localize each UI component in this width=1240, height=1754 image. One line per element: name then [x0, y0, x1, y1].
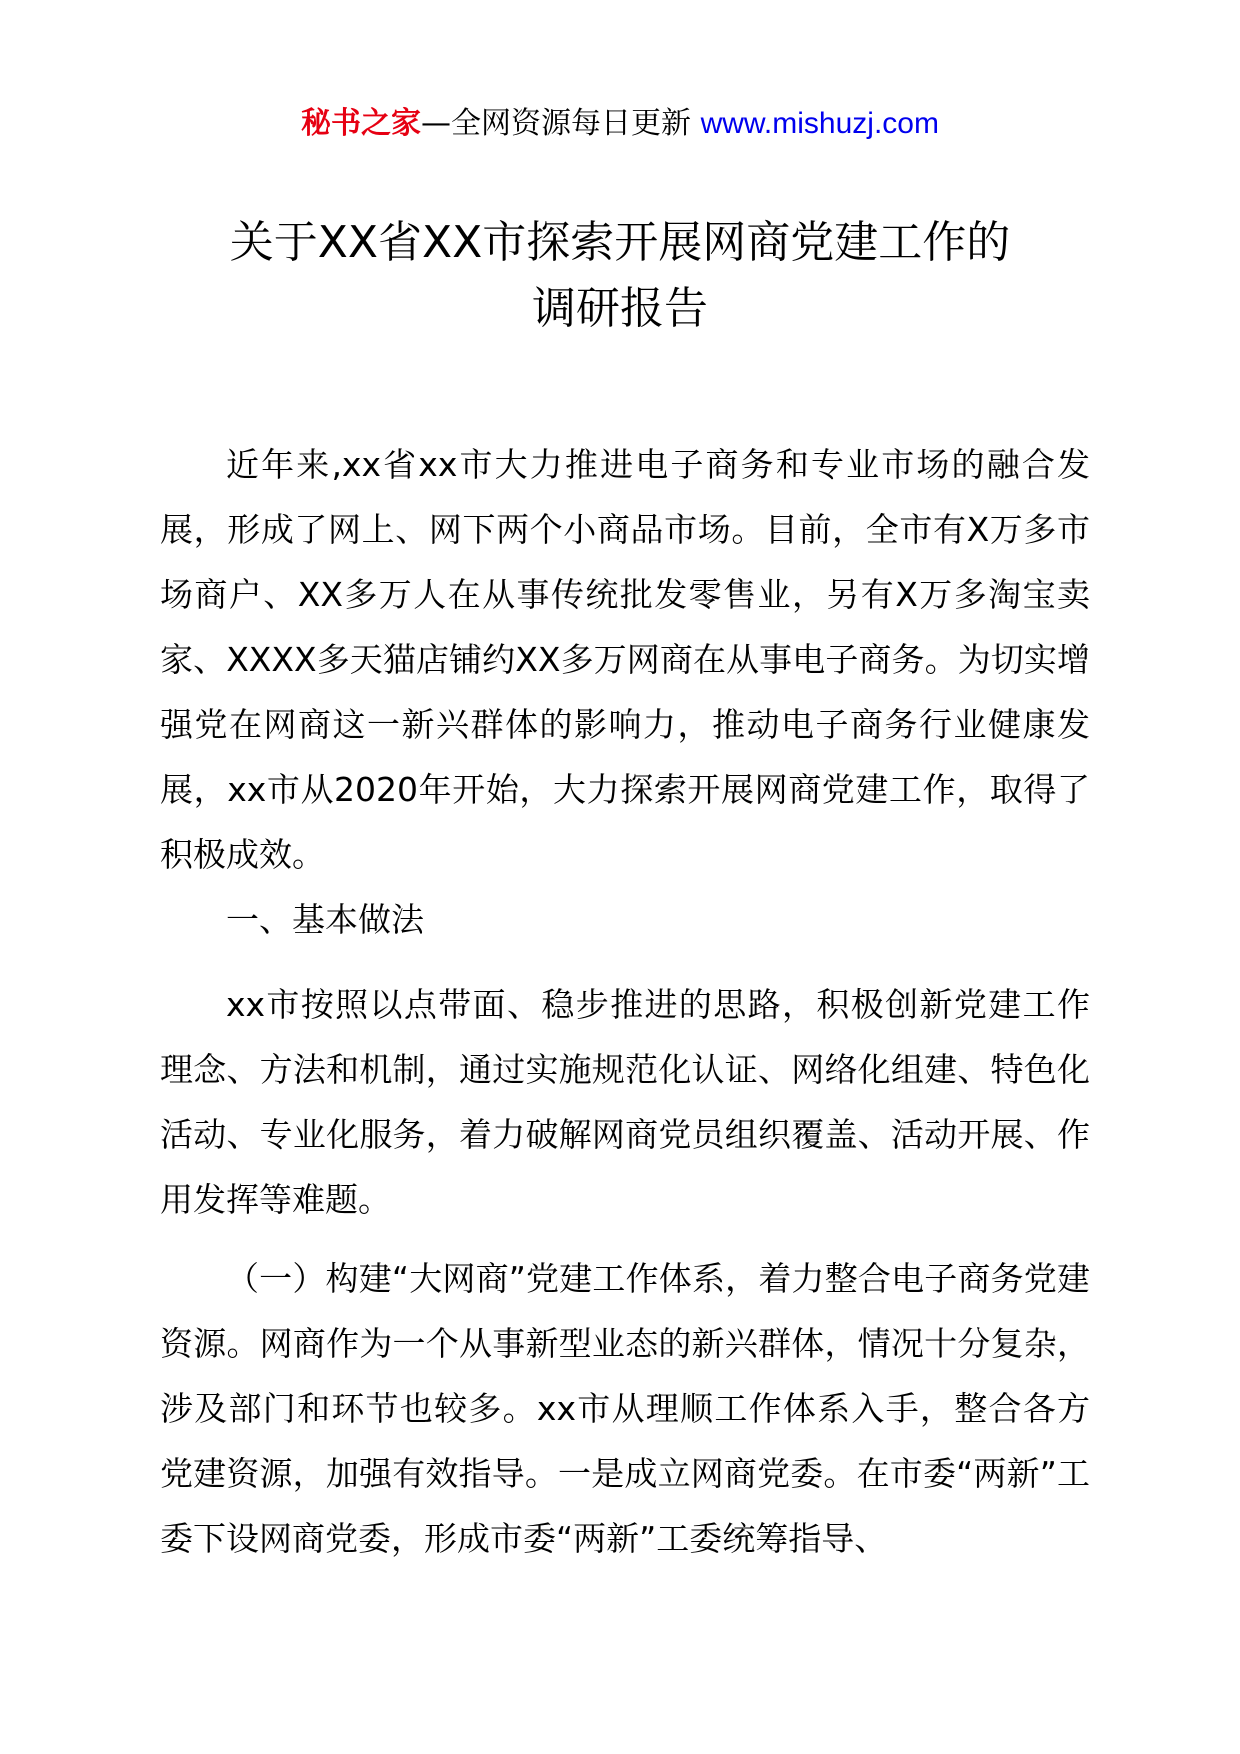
section-heading: 一、基本做法: [226, 900, 424, 939]
header-tagline: —全网资源每日更新: [421, 106, 692, 141]
approach-paragraph: xx市按照以点带面、稳步推进的思路，积极创新党建工作理念、方法和机制，通过实施规范化认证、网络化组建、特色化活动、专业化服务，着力破解网商党员组织覆盖、活动开展、作用发挥等难题。: [160, 985, 1090, 1219]
document-title: [150, 210, 1090, 342]
site-header-banner: [0, 104, 1240, 144]
brand-name: 秘书之家: [301, 106, 422, 141]
document-body: [160, 432, 1090, 1571]
title-line-2: 调研报告: [532, 283, 708, 334]
title-line-1: 关于XX省XX市探索开展网商党建工作的: [229, 217, 1011, 268]
intro-paragraph: 近年来,xx省xx市大力推进电子商务和专业市场的融合发展，形成了网上、网下两个小商品市场。目前，全市有X万多市场商户、XX多万人在从事传统批发零售业，另有X万多淘宝卖家、XXXX多天猫店铺约XX多万网商在从事电子商务。为切实增强党在网商这一新兴群体的影响力，推动电子商务行业健康发展，xx市从2020年开始，大力探索开展网商党建工作，取得了积极成效。: [160, 445, 1090, 874]
subsection-paragraph: （一）构建“大网商”党建工作体系，着力整合电子商务党建资源。网商作为一个从事新型业态的新兴群体，情况十分复杂，涉及部门和环节也较多。xx市从理顺工作体系入手，整合各方党建资源，加强有效指导。一是成立网商党委。在市委“两新”工委下设网商党委，形成市委“两新”工委统筹指导、: [160, 1259, 1090, 1558]
site-url-link[interactable]: www.mishuzj.com: [700, 107, 939, 140]
